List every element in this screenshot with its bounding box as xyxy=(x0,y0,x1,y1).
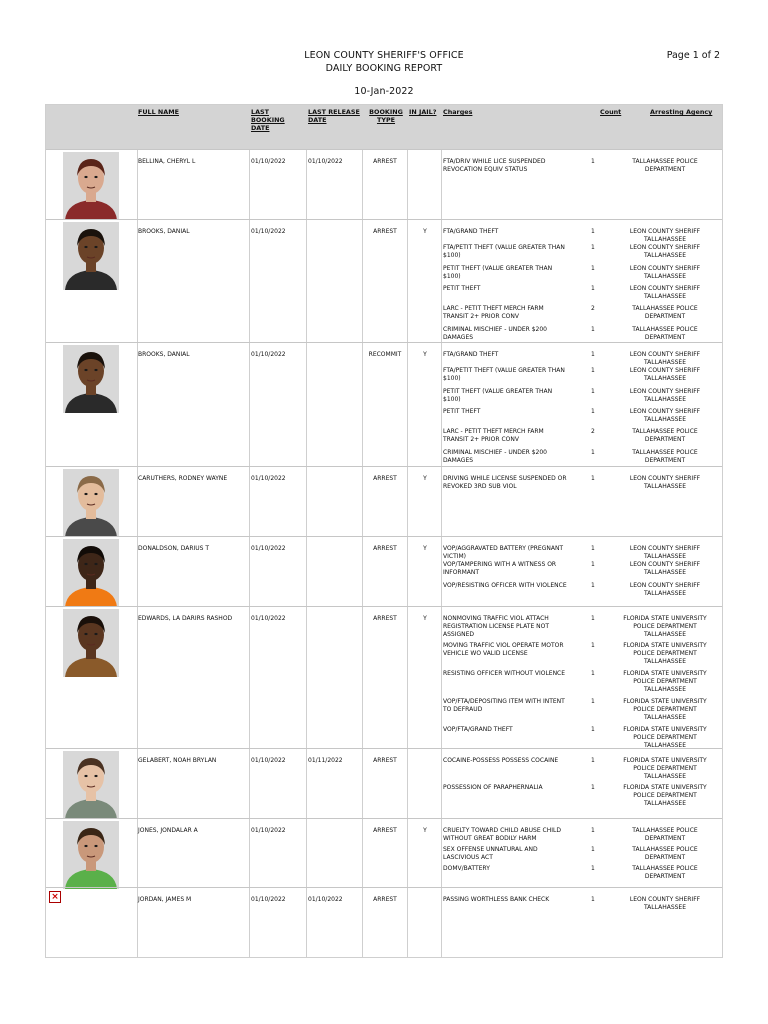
charge-count: 1 xyxy=(591,158,595,165)
booking-type: ARREST xyxy=(373,827,397,834)
charge-count: 1 xyxy=(591,670,595,677)
full-name: JORDAN, JAMES M xyxy=(138,896,192,903)
column-divider xyxy=(249,607,250,748)
charge-row xyxy=(443,784,723,810)
column-divider xyxy=(407,343,408,466)
mugshot-image xyxy=(63,222,119,290)
last-booking-date: 01/10/2022 xyxy=(251,827,286,834)
mugshot xyxy=(63,821,119,889)
arresting-agency: LEON COUNTY SHERIFF TALLAHASSEE xyxy=(629,228,701,243)
full-name: JONES, JONDALAR A xyxy=(138,827,198,834)
charge-text: MOVING TRAFFIC VIOL OPERATE MOTOR VEHICLE WO VALID LICENSE xyxy=(443,642,564,657)
last-release-date: 01/10/2022 xyxy=(308,896,343,903)
arresting-agency: TALLAHASSEE POLICE DEPARTMENT xyxy=(632,326,698,341)
arresting-agency: TALLAHASSEE POLICE DEPARTMENT xyxy=(632,428,698,443)
booking-record xyxy=(46,606,722,748)
last-release-date: 01/10/2022 xyxy=(308,158,343,165)
charge-count: 1 xyxy=(591,865,595,872)
column-divider xyxy=(362,888,363,957)
mugshot xyxy=(63,539,119,607)
full-name: DONALDSON, DARIUS T xyxy=(138,545,210,552)
charge-count: 1 xyxy=(591,545,595,552)
column-divider xyxy=(306,467,307,536)
arresting-agency: TALLAHASSEE POLICE DEPARTMENT xyxy=(632,865,698,880)
charge-text: PASSING WORTHLESS BANK CHECK xyxy=(443,896,550,903)
arresting-agency: LEON COUNTY SHERIFF TALLAHASSEE xyxy=(629,388,701,403)
column-divider xyxy=(407,220,408,342)
charges-list xyxy=(443,749,723,818)
column-divider xyxy=(407,467,408,536)
arresting-agency: TALLAHASSEE POLICE DEPARTMENT xyxy=(632,449,698,464)
column-divider xyxy=(362,343,363,466)
charge-text: POSSESSION OF PARAPHERNALIA xyxy=(443,784,543,791)
arresting-agency: FLORIDA STATE UNIVERSITY POLICE DEPARTMENT TALLAHASSEE xyxy=(623,642,707,665)
charge-count: 1 xyxy=(591,561,595,568)
charge-count: 1 xyxy=(591,827,595,834)
booking-type: ARREST xyxy=(373,545,397,552)
col-in-jail: IN JAIL? xyxy=(409,108,437,116)
mugshot-image xyxy=(63,539,119,607)
column-divider xyxy=(362,537,363,606)
column-divider xyxy=(407,150,408,219)
charge-text: LARC - PETIT THEFT MERCH FARM TRANSIT 2+ PRIOR CONV xyxy=(443,305,544,320)
charge-count: 1 xyxy=(591,449,595,456)
arresting-agency: LEON COUNTY SHERIFF TALLAHASSEE xyxy=(629,367,701,382)
mugshot-image xyxy=(63,609,119,677)
charge-count: 1 xyxy=(591,475,595,482)
col-arresting-agency: Arresting Agency xyxy=(650,108,713,116)
column-divider xyxy=(306,343,307,466)
column-divider xyxy=(441,888,442,957)
booking-record xyxy=(46,466,722,536)
arresting-agency: TALLAHASSEE POLICE DEPARTMENT xyxy=(632,827,698,842)
charge-text: DRIVING WHILE LICENSE SUSPENDED OR REVOKED 3RD SUB VIOL xyxy=(443,475,567,490)
mugshot-image xyxy=(63,469,119,537)
booking-type: ARREST xyxy=(373,615,397,622)
column-divider xyxy=(362,150,363,219)
charge-text: VOP/FTA/GRAND THEFT xyxy=(443,726,513,733)
booking-record xyxy=(46,342,722,466)
charges-list xyxy=(443,150,723,219)
mugshot-image xyxy=(63,821,119,889)
in-jail: Y xyxy=(423,615,427,622)
office-title: LEON COUNTY SHERIFF'S OFFICE xyxy=(304,50,464,61)
arresting-agency: LEON COUNTY SHERIFF TALLAHASSEE xyxy=(629,561,701,576)
booking-type: ARREST xyxy=(373,228,397,235)
charges-list xyxy=(443,220,723,342)
charge-text: RESISTING OFFICER WITHOUT VIOLENCE xyxy=(443,670,566,677)
column-divider xyxy=(441,220,442,342)
column-divider xyxy=(441,150,442,219)
full-name: BELLINA, CHERYL L xyxy=(138,158,196,165)
arresting-agency: FLORIDA STATE UNIVERSITY POLICE DEPARTMENT TALLAHASSEE xyxy=(623,670,707,693)
arresting-agency: LEON COUNTY SHERIFF TALLAHASSEE xyxy=(629,545,701,560)
last-booking-date: 01/10/2022 xyxy=(251,158,286,165)
charge-text: PETIT THEFT xyxy=(443,285,481,292)
col-full-name: FULL NAME xyxy=(138,108,179,116)
arresting-agency: LEON COUNTY SHERIFF TALLAHASSEE xyxy=(629,475,701,490)
page-number: Page 1 of 2 xyxy=(666,50,720,61)
column-divider xyxy=(137,607,138,748)
charge-row xyxy=(443,757,723,783)
column-divider xyxy=(407,888,408,957)
col-last-release: LAST RELEASE DATE xyxy=(308,108,360,124)
charge-count: 1 xyxy=(591,757,595,764)
column-divider xyxy=(362,467,363,536)
booking-record xyxy=(46,887,722,957)
arresting-agency: FLORIDA STATE UNIVERSITY POLICE DEPARTMENT TALLAHASSEE xyxy=(623,615,707,638)
charge-row xyxy=(443,158,723,184)
booking-type: ARREST xyxy=(373,896,397,903)
last-booking-date: 01/10/2022 xyxy=(251,615,286,622)
column-divider xyxy=(249,220,250,342)
booking-type: RECOMMIT xyxy=(368,351,402,358)
column-divider xyxy=(137,220,138,342)
charge-text: PETIT THEFT (VALUE GREATER THAN $100) xyxy=(443,388,553,403)
charge-text: SEX OFFENSE UNNATURAL AND LASCIVIOUS ACT xyxy=(443,846,538,861)
charges-list xyxy=(443,467,723,536)
charge-text: VOP/FTA/DEPOSITING ITEM WITH INTENT TO DEFRAUD xyxy=(443,698,565,713)
charge-text: VOP/TAMPERING WITH A WITNESS OR INFORMANT xyxy=(443,561,557,576)
table-header xyxy=(46,105,722,149)
col-charges: Charges xyxy=(443,108,473,116)
charge-text: PETIT THEFT xyxy=(443,408,481,415)
column-divider xyxy=(249,343,250,466)
charge-count: 2 xyxy=(591,428,595,435)
charge-row xyxy=(443,670,723,696)
mugshot xyxy=(63,469,119,537)
column-divider xyxy=(407,537,408,606)
arresting-agency: LEON COUNTY SHERIFF TALLAHASSEE xyxy=(629,896,701,911)
charge-row xyxy=(443,896,723,922)
charge-text: COCAINE-POSSESS POSSESS COCAINE xyxy=(443,757,559,764)
column-divider xyxy=(249,888,250,957)
charge-text: CRUELTY TOWARD CHILD ABUSE CHILD WITHOUT GREAT BODILY HARM xyxy=(443,827,561,842)
broken-image-icon: × xyxy=(49,891,61,903)
last-booking-date: 01/10/2022 xyxy=(251,545,286,552)
in-jail: Y xyxy=(423,228,427,235)
column-divider xyxy=(407,607,408,748)
charge-text: NONMOVING TRAFFIC VIOL ATTACH REGISTRATION LICENSE PLATE NOT ASSIGNED xyxy=(443,615,550,638)
booking-type: ARREST xyxy=(373,158,397,165)
full-name: CARUTHERS, RODNEY WAYNE xyxy=(138,475,228,482)
charge-count: 1 xyxy=(591,784,595,791)
arresting-agency: LEON COUNTY SHERIFF TALLAHASSEE xyxy=(629,285,701,300)
last-booking-date: 01/10/2022 xyxy=(251,896,286,903)
charge-row xyxy=(443,698,723,724)
charges-list xyxy=(443,607,723,748)
arresting-agency: LEON COUNTY SHERIFF TALLAHASSEE xyxy=(629,265,701,280)
mugshot-image xyxy=(63,345,119,413)
booking-record xyxy=(46,748,722,818)
charges-list xyxy=(443,537,723,606)
last-booking-date: 01/10/2022 xyxy=(251,757,286,764)
mugshot xyxy=(63,345,119,413)
charge-text: FTA/DRIV WHILE LICE SUSPENDED REVOCATION EQUIV STATUS xyxy=(443,158,546,173)
charge-count: 2 xyxy=(591,305,595,312)
mugshot xyxy=(63,751,119,819)
charge-text: FTA/GRAND THEFT xyxy=(443,351,499,358)
charge-text: CRIMINAL MISCHIEF - UNDER $200 DAMAGES xyxy=(443,449,548,464)
col-last-booking: LAST BOOKING DATE xyxy=(251,108,285,132)
charge-row xyxy=(443,475,723,501)
records-body xyxy=(46,149,722,957)
arresting-agency: LEON COUNTY SHERIFF TALLAHASSEE xyxy=(629,244,701,259)
col-booking-type: BOOKING TYPE xyxy=(369,108,403,124)
charge-count: 1 xyxy=(591,698,595,705)
column-divider xyxy=(249,150,250,219)
column-divider xyxy=(441,607,442,748)
charges-list xyxy=(443,888,723,957)
booking-type: ARREST xyxy=(373,475,397,482)
last-booking-date: 01/10/2022 xyxy=(251,228,286,235)
charge-text: VOP/AGGRAVATED BATTERY (PREGNANT VICTIM) xyxy=(443,545,564,560)
arresting-agency: LEON COUNTY SHERIFF TALLAHASSEE xyxy=(629,408,701,423)
arresting-agency: FLORIDA STATE UNIVERSITY POLICE DEPARTMENT TALLAHASSEE xyxy=(623,757,707,780)
report-title: DAILY BOOKING REPORT xyxy=(325,63,443,74)
in-jail: Y xyxy=(423,827,427,834)
in-jail: Y xyxy=(423,351,427,358)
charge-text: PETIT THEFT (VALUE GREATER THAN $100) xyxy=(443,265,553,280)
in-jail: Y xyxy=(423,545,427,552)
column-divider xyxy=(137,343,138,466)
charge-row xyxy=(443,615,723,641)
report-date: 10-Jan-2022 xyxy=(354,86,414,97)
charge-count: 1 xyxy=(591,228,595,235)
column-divider xyxy=(441,343,442,466)
column-divider xyxy=(306,150,307,219)
mugshot xyxy=(63,609,119,677)
column-divider xyxy=(249,749,250,818)
booking-table xyxy=(45,104,723,958)
column-divider xyxy=(249,819,250,887)
charge-text: LARC - PETIT THEFT MERCH FARM TRANSIT 2+ PRIOR CONV xyxy=(443,428,544,443)
column-divider xyxy=(306,220,307,342)
column-divider xyxy=(249,467,250,536)
mugshot-image xyxy=(63,152,119,220)
col-count: Count xyxy=(600,108,622,116)
column-divider xyxy=(407,819,408,887)
full-name: BROOKS, DANIAL xyxy=(138,228,190,235)
mugshot-image xyxy=(63,751,119,819)
charge-count: 1 xyxy=(591,582,595,589)
column-divider xyxy=(441,537,442,606)
column-divider xyxy=(362,819,363,887)
column-divider xyxy=(362,749,363,818)
column-divider xyxy=(407,749,408,818)
charge-count: 1 xyxy=(591,351,595,358)
charge-count: 1 xyxy=(591,642,595,649)
full-name: BROOKS, DANIAL xyxy=(138,351,190,358)
charge-count: 1 xyxy=(591,408,595,415)
column-divider xyxy=(306,819,307,887)
charge-text: VOP/RESISTING OFFICER WITH VIOLENCE xyxy=(443,582,567,589)
charge-text: FTA/PETIT THEFT (VALUE GREATER THAN $100) xyxy=(443,244,565,259)
charge-text: FTA/GRAND THEFT xyxy=(443,228,499,235)
charge-count: 1 xyxy=(591,244,595,251)
charges-list xyxy=(443,343,723,466)
charge-count: 1 xyxy=(591,326,595,333)
arresting-agency: FLORIDA STATE UNIVERSITY POLICE DEPARTMENT TALLAHASSEE xyxy=(623,726,707,749)
arresting-agency: LEON COUNTY SHERIFF TALLAHASSEE xyxy=(629,351,701,366)
column-divider xyxy=(306,888,307,957)
column-divider xyxy=(362,607,363,748)
last-release-date: 01/11/2022 xyxy=(308,757,343,764)
charge-count: 1 xyxy=(591,615,595,622)
charge-row xyxy=(443,582,723,608)
last-booking-date: 01/10/2022 xyxy=(251,475,286,482)
column-divider xyxy=(306,607,307,748)
charge-count: 1 xyxy=(591,367,595,374)
booking-record xyxy=(46,149,722,219)
booking-type: ARREST xyxy=(373,757,397,764)
column-divider xyxy=(306,537,307,606)
charge-count: 1 xyxy=(591,388,595,395)
charge-text: CRIMINAL MISCHIEF - UNDER $200 DAMAGES xyxy=(443,326,548,341)
column-divider xyxy=(441,467,442,536)
charge-text: FTA/PETIT THEFT (VALUE GREATER THAN $100) xyxy=(443,367,565,382)
column-divider xyxy=(362,220,363,342)
booking-record xyxy=(46,219,722,342)
charge-count: 1 xyxy=(591,265,595,272)
arresting-agency: TALLAHASSEE POLICE DEPARTMENT xyxy=(632,846,698,861)
charge-text: DOMV/BATTERY xyxy=(443,865,490,872)
arresting-agency: TALLAHASSEE POLICE DEPARTMENT xyxy=(632,305,698,320)
column-divider xyxy=(306,749,307,818)
charge-count: 1 xyxy=(591,846,595,853)
mugshot xyxy=(63,152,119,220)
column-divider xyxy=(441,819,442,887)
charge-row xyxy=(443,642,723,668)
booking-record xyxy=(46,818,722,887)
mugshot xyxy=(63,222,119,290)
column-divider xyxy=(249,537,250,606)
arresting-agency: LEON COUNTY SHERIFF TALLAHASSEE xyxy=(629,582,701,597)
arresting-agency: FLORIDA STATE UNIVERSITY POLICE DEPARTMENT TALLAHASSEE xyxy=(623,784,707,807)
arresting-agency: FLORIDA STATE UNIVERSITY POLICE DEPARTMENT TALLAHASSEE xyxy=(623,698,707,721)
in-jail: Y xyxy=(423,475,427,482)
booking-record xyxy=(46,536,722,606)
charges-list xyxy=(443,819,723,887)
charge-count: 1 xyxy=(591,285,595,292)
column-divider xyxy=(441,749,442,818)
charge-count: 1 xyxy=(591,726,595,733)
charge-count: 1 xyxy=(591,896,595,903)
last-booking-date: 01/10/2022 xyxy=(251,351,286,358)
full-name: GELABERT, NOAH BRYLAN xyxy=(138,757,217,764)
arresting-agency: TALLAHASSEE POLICE DEPARTMENT xyxy=(632,158,698,173)
full-name: EDWARDS, LA DARIRS RASHOD xyxy=(138,615,233,622)
